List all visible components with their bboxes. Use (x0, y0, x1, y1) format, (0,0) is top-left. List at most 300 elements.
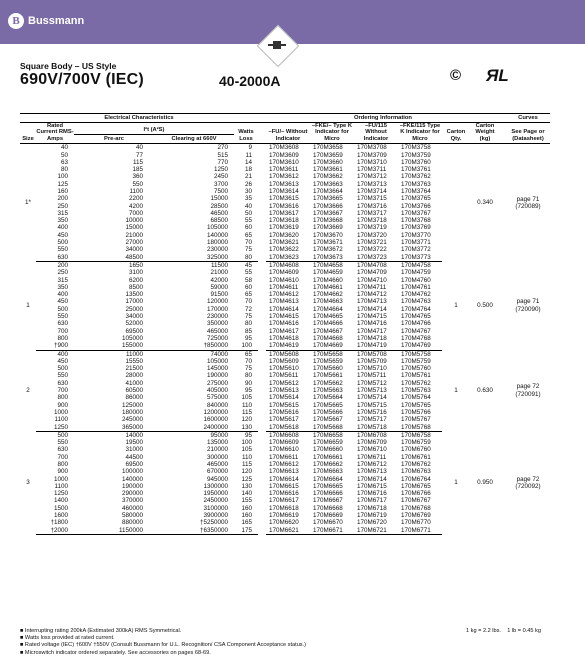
col-curves: See Page or (Datasheet) (506, 123, 550, 144)
cell-fke115: 170M3768 (401, 217, 431, 225)
cell-fu115: 170M5716 (357, 408, 387, 416)
cell-clearing: 300000 (206, 453, 228, 461)
cell-clearing: 180000 (206, 239, 228, 247)
cell-prearc: 10000 (125, 217, 143, 225)
cell-watts: 21 (244, 173, 252, 181)
cell-watts: 115 (241, 408, 252, 416)
cell-prearc: 115 (132, 158, 143, 166)
cell-fke: 170M6665 (313, 482, 343, 490)
cell-fke: 170M3662 (313, 173, 343, 181)
cell-fu: 170M4618 (269, 334, 299, 342)
curve-page-link[interactable]: page 72 (516, 475, 540, 483)
cell-clearing: 59000 (210, 283, 228, 291)
footnote: ■ Rated voltage (IEC) †600V †550V (Consult Bussmann for U.L. Recognition/ CSA Component Acceptance status.) (20, 642, 307, 649)
cell-fke: 170M6659 (313, 439, 343, 447)
cell-fu: 170M3621 (269, 239, 299, 247)
cell-watts: 120 (241, 468, 252, 476)
cell-watts: 75 (244, 246, 252, 254)
cell-rated: 200 (57, 261, 68, 269)
cell-prearc: 69500 (125, 327, 143, 335)
curve-datasheet-link[interactable]: (720091) (515, 390, 541, 398)
cell-prearc: 140000 (121, 475, 143, 483)
cell-fu: 170M5614 (269, 394, 299, 402)
cell-fke115: 170M6758 (401, 431, 431, 439)
cell-fu115: 170M4709 (357, 269, 387, 277)
cell-clearing: 210000 (206, 446, 228, 454)
cell-watts: 75 (244, 365, 252, 373)
cell-prearc: 1100 (129, 188, 143, 195)
cell-fke115: 170M6766 (401, 490, 431, 498)
cell-rated: 80 (60, 166, 68, 174)
cell-prearc: 185 (132, 166, 143, 174)
cell-fu115: 170M6713 (357, 468, 387, 476)
curve-page-link[interactable]: page 72 (516, 383, 540, 391)
cell-fu: 170M6609 (269, 439, 299, 447)
cell-clearing: 28500 (210, 202, 228, 210)
cell-fu: 170M6616 (269, 490, 299, 498)
cell-fu: 170M6613 (269, 468, 299, 476)
cell-fke: 170M4665 (313, 313, 343, 321)
cell-clearing: †6350000 (149, 527, 234, 535)
cell-clearing: 405000 (206, 387, 228, 395)
cell-prearc: 880000 (121, 519, 143, 527)
cell-rated: 550 (57, 439, 68, 447)
cell-weight: 0.500 (477, 302, 493, 310)
cell-carton-qty: 1 (454, 387, 458, 395)
cell-fke: 170M3660 (313, 158, 343, 166)
cell-clearing: 95000 (210, 431, 228, 439)
fuse-table (20, 113, 550, 535)
cell-rated: 315 (57, 276, 68, 284)
cell-fu115: 170M6719 (357, 512, 387, 520)
cell-fu115: 170M5711 (357, 372, 387, 380)
cell-fu: 170M4617 (269, 327, 299, 335)
cell-fke: 170M6658 (313, 431, 343, 439)
cell-fke115: 170M6765 (401, 482, 431, 490)
cell-fke: 170M5668 (310, 424, 354, 432)
cell-fke: 170M3673 (310, 254, 354, 262)
cell-fu115: 170M6712 (357, 460, 387, 468)
cell-fu115: 170M6721 (354, 527, 398, 535)
cell-prearc: 21500 (125, 365, 143, 373)
cell-fke115: 170M3764 (401, 188, 431, 195)
cell-prearc: 125000 (121, 401, 143, 409)
footnotes (20, 628, 306, 657)
cell-fu: 170M5608 (269, 350, 299, 358)
cell-rated: 350 (57, 217, 68, 225)
cell-fu115: 170M5718 (354, 424, 398, 432)
cell-fu115: 170M3709 (357, 151, 387, 159)
cell-watts: 120 (241, 416, 252, 424)
cell-rated: 800 (57, 460, 68, 468)
curve-page-link[interactable]: page 71 (516, 298, 540, 306)
cell-clearing: 1250 (213, 166, 228, 174)
cell-curves (506, 431, 550, 534)
cell-rated: 315 (57, 209, 68, 217)
cell-fu: 170M6621 (266, 527, 310, 535)
cell-watts: 58 (244, 276, 252, 284)
cell-rated: 40 (60, 144, 68, 152)
cell-clearing: 515 (217, 151, 228, 159)
cell-fke115: 170M6769 (401, 512, 431, 520)
cell-prearc: 69500 (125, 460, 143, 468)
cell-watts: 70 (244, 239, 252, 247)
cell-fke115: 170M3762 (401, 173, 431, 181)
cell-fu: 170M4608 (269, 261, 299, 269)
curve-datasheet-link[interactable]: (720089) (515, 202, 541, 210)
cell-rated: 100 (57, 173, 68, 181)
cell-fu: 170M6615 (269, 482, 299, 490)
cell-clearing: 105000 (206, 357, 228, 365)
cell-rated: †2000 (36, 527, 74, 535)
cell-fu115: 170M6711 (357, 453, 387, 461)
lb-conversion: 1 lb = 0.45 kg (507, 628, 541, 634)
cell-watts: 60 (244, 283, 252, 291)
cell-prearc: 2200 (128, 195, 143, 203)
ul-cert-icon: ЯL (486, 66, 509, 85)
cell-clearing: 770 (217, 158, 228, 166)
cell-clearing: 270 (217, 144, 228, 152)
cell-fu115: 170M6714 (357, 475, 387, 483)
cell-fke115: 170M6768 (401, 504, 431, 512)
cell-rated: 630 (36, 254, 74, 262)
cell-fke115: 170M5766 (401, 408, 431, 416)
bussmann-logo (8, 13, 84, 29)
cell-prearc: 1650 (128, 261, 143, 269)
cell-fke: 170M4664 (313, 305, 343, 313)
col-fu: –FU/– Without Indicator (266, 123, 310, 144)
cell-fu115: 170M3718 (357, 217, 387, 225)
cell-fu115: 170M6717 (357, 497, 387, 505)
cell-carton-qty: 1 (454, 479, 458, 487)
cell-fke115: 170M6767 (401, 497, 431, 505)
cell-watts: 60 (244, 224, 252, 232)
cell-fu: 170M5613 (269, 387, 299, 395)
cell-watts: 140 (241, 490, 252, 498)
cell-fke115: 170M6770 (401, 519, 431, 527)
cell-clearing: 1600000 (203, 416, 228, 424)
cell-watts: 125 (241, 475, 252, 483)
cell-fu: 170M5617 (269, 416, 299, 424)
cell-fu: 170M3614 (269, 188, 299, 195)
cell-fke115: 170M4767 (401, 327, 431, 335)
cell-fke115: 170M5761 (401, 372, 431, 380)
amp-range: 40-2000A (219, 73, 281, 89)
cell-fu: 170M5611 (269, 372, 299, 380)
csa-cert-icon: © (450, 67, 462, 84)
cell-fke: 170M6660 (313, 446, 343, 454)
cell-rated: 630 (57, 320, 68, 328)
cell-prearc: 6200 (128, 276, 143, 284)
cell-fke: 170M3661 (313, 166, 343, 174)
cell-fu: 170M6620 (269, 519, 299, 527)
cell-fu: 170M3617 (269, 209, 299, 217)
cell-fke: 170M3664 (313, 188, 343, 195)
col-weight: Carton Weight (kg) (470, 123, 500, 144)
cell-fu: 170M3608 (269, 144, 299, 152)
cell-fu: 170M4613 (269, 298, 299, 306)
col-fke: –FKE/– Type K Indicator for Micro (311, 123, 353, 142)
col-watts: Watts Loss (234, 123, 258, 144)
cell-rated: 700 (57, 453, 68, 461)
cell-weight: 0.630 (477, 387, 493, 395)
cell-fu: 170M5610 (269, 365, 299, 373)
cell-clearing: 170000 (206, 305, 228, 313)
fuse-icon (268, 40, 286, 50)
cell-clearing: 105000 (206, 224, 228, 232)
cell-clearing: 350000 (206, 320, 228, 328)
cell-fke: 170M6668 (313, 504, 343, 512)
cell-prearc: 52000 (125, 320, 143, 328)
cell-rated: 1400 (53, 497, 68, 505)
cell-fke115: 170M6763 (401, 468, 431, 476)
cell-clearing: 465000 (206, 460, 228, 468)
cell-rated: 500 (57, 365, 68, 373)
cell-fke: 170M6666 (313, 490, 343, 498)
page-title: 690V/700V (IEC) (20, 71, 144, 88)
cell-rated: 450 (57, 357, 68, 365)
cell-fke115: 170M3758 (401, 144, 431, 152)
cell-rated: 450 (57, 231, 68, 239)
cell-watts: 90 (244, 379, 252, 387)
cell-fke115: 170M3773 (398, 254, 442, 262)
cell-prearc: 290000 (121, 490, 143, 498)
cell-prearc: 19500 (125, 439, 143, 447)
cell-watts: 65 (244, 291, 252, 299)
cell-prearc: 1150000 (74, 527, 149, 535)
cell-prearc: 34000 (125, 246, 143, 254)
cell-fu115: 170M3722 (357, 246, 387, 254)
cell-rated: 1250 (53, 490, 68, 498)
cell-fu115: 170M3714 (357, 188, 387, 195)
cell-fu115: 170M3711 (357, 166, 387, 174)
cell-rated: 160 (57, 188, 68, 195)
cell-fu115: 170M3708 (357, 144, 387, 152)
cell-fu115: 170M4713 (357, 298, 387, 306)
cell-fke115: 170M3763 (401, 180, 431, 188)
cell-fke115: 170M5758 (401, 350, 431, 358)
cell-rated: 200 (57, 195, 68, 203)
curve-datasheet-link[interactable]: (720092) (515, 482, 541, 490)
cell-rated: 630 (57, 379, 68, 387)
cell-fke115: 170M4766 (401, 320, 431, 328)
cell-clearing: 15000 (210, 195, 228, 203)
cell-fke: 170M5659 (313, 357, 343, 365)
cell-fke115: 170M5759 (401, 357, 431, 365)
logo-mark: B (8, 13, 24, 29)
cell-fke: 170M6667 (313, 497, 343, 505)
cell-watts: 85 (244, 327, 252, 335)
cell-clearing: 3700 (213, 180, 228, 188)
cell-rated: 1100 (54, 482, 68, 490)
cell-rated: 1000 (53, 475, 68, 483)
curve-datasheet-link[interactable]: (720090) (515, 305, 541, 313)
cell-fu115: 170M4711 (357, 283, 387, 291)
cell-fke115: 170M4769 (398, 342, 442, 350)
cell-fu115: 170M5712 (357, 379, 387, 387)
cell-fu: 170M6614 (269, 475, 299, 483)
cell-fu: 170M3620 (269, 231, 299, 239)
cell-rated: 550 (57, 246, 68, 254)
cell-watts: 100 (234, 342, 258, 350)
cell-rated: 1500 (53, 504, 68, 512)
cell-fu: 170M3616 (269, 202, 299, 210)
cell-rated: 550 (57, 372, 68, 380)
cell-rated: 700 (57, 327, 68, 335)
cell-clearing: 7500 (213, 188, 228, 195)
cell-rated: 500 (57, 305, 68, 313)
cell-prearc: 48500 (74, 254, 149, 262)
cell-fke115: 170M3770 (401, 231, 431, 239)
col-fke115: –FKE/115 Type K Indicator for Micro (399, 123, 441, 142)
cell-prearc: 360 (132, 173, 143, 181)
cell-clearing: 3900000 (203, 512, 228, 520)
cell-fu115: 170M4708 (357, 261, 387, 269)
cell-watts: 30 (244, 188, 252, 195)
cell-fu115: 170M3710 (357, 158, 387, 166)
cell-fke: 170M5664 (313, 394, 343, 402)
cell-fke: 170M5666 (313, 408, 343, 416)
cell-rated: 630 (57, 446, 68, 454)
cell-clearing: 575000 (206, 394, 228, 402)
cell-fke: 170M4659 (313, 269, 343, 277)
cell-watts: 45 (244, 261, 252, 269)
cell-clearing: †5250000 (199, 519, 228, 527)
cell-fu115: 170M3721 (357, 239, 387, 247)
cell-fu: 170M3618 (269, 217, 299, 225)
cell-fu: 170M4612 (269, 291, 299, 299)
cell-rated: 450 (57, 298, 68, 306)
cell-prearc: 460000 (121, 504, 143, 512)
cell-fu115: 170M3717 (357, 209, 387, 217)
cell-curves (506, 144, 550, 262)
cell-fu: 170M6617 (269, 497, 299, 505)
cell-fu: 170M3610 (269, 158, 299, 166)
cell-clearing: 190000 (206, 372, 228, 380)
cell-clearing: 1950000 (203, 490, 228, 498)
cell-curves (506, 261, 550, 350)
cell-fke115: 170M6764 (401, 475, 431, 483)
cell-prearc: 77 (135, 151, 143, 159)
cell-clearing: †850000 (149, 342, 234, 350)
cell-fke: 170M6661 (313, 453, 343, 461)
cell-clearing: 11500 (210, 261, 228, 269)
cell-fke115: 170M4768 (401, 334, 431, 342)
cell-size: 2 (26, 387, 30, 395)
cell-prearc: 40 (135, 144, 143, 152)
cell-fu115: 170M4719 (354, 342, 398, 350)
cell-fke115: 170M4765 (401, 313, 431, 321)
cell-rated: 63 (60, 158, 68, 166)
cell-fke115: 170M5768 (398, 424, 442, 432)
cell-watts: 11 (245, 151, 252, 159)
cell-fu115: 170M6709 (357, 439, 387, 447)
cell-clearing: 2400000 (149, 424, 234, 432)
cell-fu115: 170M4712 (357, 291, 387, 299)
cell-clearing: 230000 (206, 313, 228, 321)
spacer (258, 144, 266, 262)
cell-prearc: 8500 (128, 283, 143, 291)
cell-fke: 170M6669 (313, 512, 343, 520)
cell-clearing: 21000 (210, 269, 228, 277)
cell-fke: 170M5662 (313, 379, 343, 387)
cell-clearing: 725000 (206, 334, 228, 342)
cell-fu: 170M4610 (269, 276, 299, 284)
cell-fke115: 170M5760 (401, 365, 431, 373)
table-row (20, 350, 550, 358)
cell-watts: 130 (234, 424, 258, 432)
cell-fke115: 170M3761 (401, 166, 431, 174)
cell-fke: 170M5660 (313, 365, 343, 373)
cell-fu115: 170M3712 (357, 173, 387, 181)
cell-fke115: 170M6771 (398, 527, 442, 535)
cell-fu: 170M3619 (269, 224, 299, 232)
cell-prearc: 17000 (125, 298, 143, 306)
cell-fke: 170M6662 (313, 460, 343, 468)
cell-watts: 65 (244, 350, 252, 358)
cell-carton-qty (442, 144, 470, 262)
cell-clearing: 840000 (206, 401, 228, 409)
cell-fke115: 170M4762 (401, 291, 431, 299)
cell-rated: 800 (57, 394, 68, 402)
cell-fu115: 170M3723 (354, 254, 398, 262)
cell-fke115: 170M3767 (401, 209, 431, 217)
cell-watts: 160 (241, 512, 252, 520)
cell-fke: 170M3665 (313, 195, 343, 203)
cell-fu: 170M3609 (269, 151, 299, 159)
cell-fke115: 170M4759 (401, 269, 431, 277)
brand-banner (0, 0, 585, 44)
cell-fke: 170M6671 (310, 527, 354, 535)
col-fu115: –FU/115 Without Indicator (354, 123, 398, 144)
cell-fke115: 170M5762 (401, 379, 431, 387)
cell-fke115: 170M4761 (401, 283, 431, 291)
cell-prearc: 11000 (125, 350, 143, 358)
cell-fu115: 170M6716 (357, 490, 387, 498)
cell-fu: 170M6619 (269, 512, 299, 520)
kg-conversion: 1 kg = 2.2 lbs. (466, 628, 501, 634)
col-i2t: I²t (A²S) (74, 127, 234, 134)
cell-watts: 75 (244, 313, 252, 321)
footnote: ■ Interrupting rating 200kA (Estimated 300kA) RMS Symmetrical. (20, 628, 182, 634)
page-subtitle: Square Body – US Style (20, 61, 117, 71)
cell-fke: 170M3659 (313, 151, 343, 159)
cell-fu115: 170M6720 (357, 519, 387, 527)
cell-fke: 170M4662 (313, 291, 343, 299)
footnote: ■ Watts loss provided at rated current. (20, 635, 115, 642)
cell-watts: 100 (241, 439, 252, 447)
cell-fu115: 170M4715 (357, 313, 387, 321)
curve-page-link[interactable]: page 71 (516, 195, 540, 203)
cell-fu: 170M5616 (269, 408, 299, 416)
cell-fke: 170M3672 (313, 246, 343, 254)
cell-rated: 400 (57, 350, 68, 358)
cell-prearc: 3100 (128, 269, 143, 277)
cell-watts: 55 (244, 269, 252, 277)
cell-fke115: 170M4763 (401, 298, 431, 306)
cell-rated: 1250 (36, 424, 74, 432)
cell-watts: 175 (234, 527, 258, 535)
col-carton: Carton Qty. (442, 123, 470, 144)
cell-fu115: 170M3720 (357, 231, 387, 239)
cell-fke: 170M6670 (313, 519, 343, 527)
cell-watts: 165 (241, 519, 252, 527)
cell-clearing: 120000 (206, 298, 228, 306)
cell-clearing: 670000 (206, 468, 228, 476)
cell-watts: 65 (244, 231, 252, 239)
cell-rated: 350 (57, 283, 68, 291)
col-prearc: Pre-arc (104, 135, 124, 142)
